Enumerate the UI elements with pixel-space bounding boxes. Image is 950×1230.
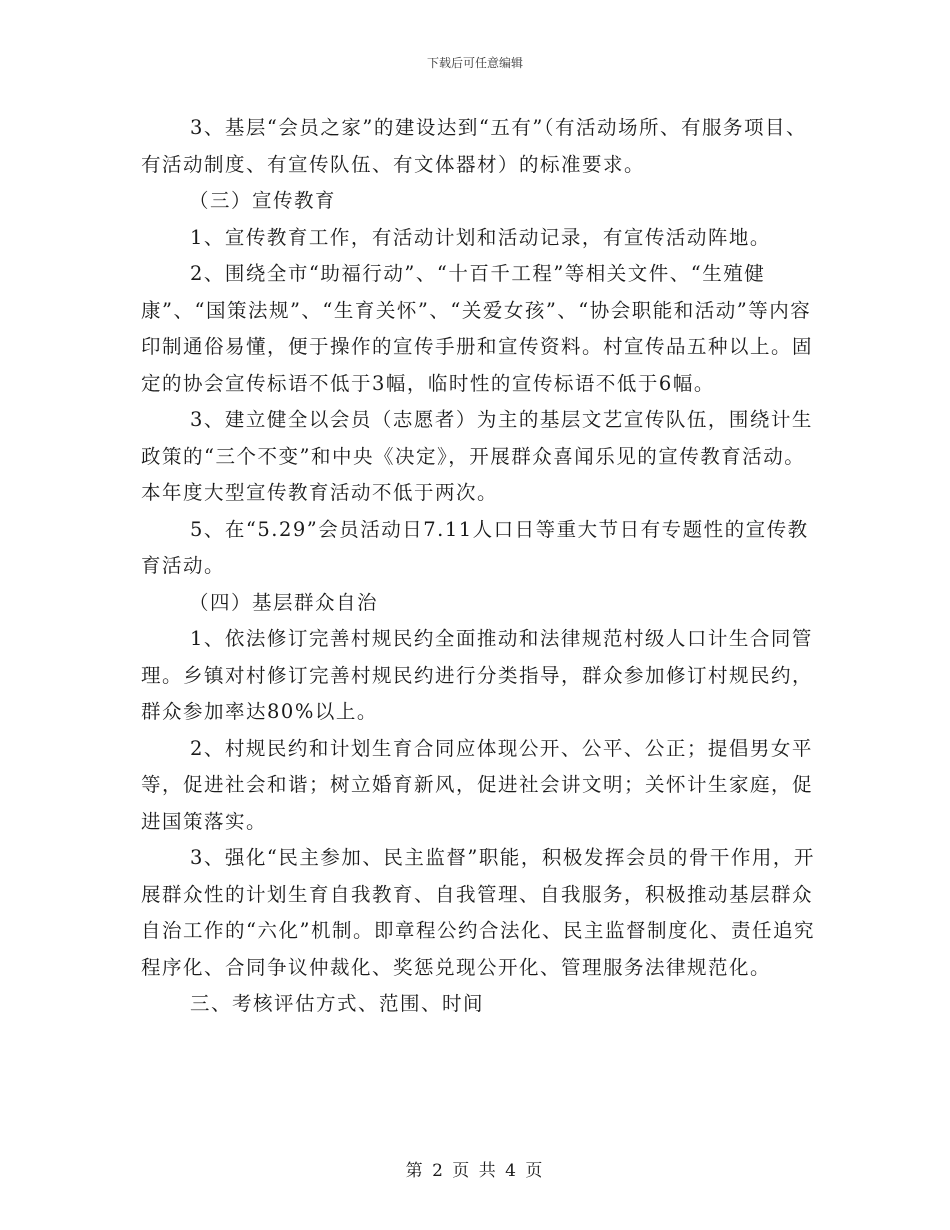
paragraph-village-rules: 1、依法修订完善村规民约全面推动和法律规范村级人口计生合同管理。乡镇对村修订完善村规民约进行分类指导，群众参加修订村规民约，群众参加率达80%以上。 (141, 627, 814, 723)
section-heading-publicity: （三）宣传教育 (189, 189, 337, 212)
paragraph-publicity-team: 3、建立健全以会员（志愿者）为主的基层文艺宣传队伍，围绕计生政策的“三个不变”和中央《决定》，开展群众喜闻乐见的宣传教育活动。本年度大型宣传教育活动不低于两次。 (141, 408, 813, 504)
section-heading-assessment: 三、考核评估方式、范围、时间 (190, 992, 485, 1015)
paragraph-member-home: 3、基层“会员之家”的建设达到“五有”（有活动场所、有服务项目、有活动制度、有宣传队伍、有文体器材）的标准要求。 (141, 116, 808, 176)
paragraph-contract-principles: 2、村规民约和计划生育合同应体现公开、公平、公正；提倡男女平等，促进社会和谐；树立婚育新风，促进社会讲文明；关怀计生家庭，促进国策落实。 (141, 736, 814, 833)
section-heading-self-governance: （四）基层群众自治 (189, 590, 379, 614)
page-number: 第 2 页 共 4 页 (405, 1161, 545, 1181)
page-header: 下载后可任意编辑 (426, 56, 523, 70)
paragraph-festival-activities: 5、在“5.29”会员活动日7.11人口日等重大节日有专题性的宣传教育活动。 (141, 517, 809, 577)
paragraph-publicity-work: 1、宣传教育工作，有活动计划和活动记录，有宣传活动阵地。 (190, 225, 771, 249)
paragraph-democratic-supervision: 3、强化“民主参加、民主监督”职能，积极发挥会员的骨干作用，开展群众性的计划生育自我教育、自我管理、自我服务，积极推动基层群众自治工作的“六化”机制。即章程公约合法化、民主监督制度化、责任追究程序化、合同争议仲裁化、奖惩兑现公开化、管理服务法律规范化。 (141, 846, 815, 979)
document-body (141, 110, 817, 1023)
paragraph-publicity-materials: 2、围绕全市“助福行动”、“十百千工程”等相关文件、“生殖健康”、“国策法规”、“生育关怀”、“关爱女孩”、“协会职能和活动”等内容印制通俗易懂，便于操作的宣传手册和宣传资料。村宣传品五种以上。固定的协会宣传标语不低于3幅，临时性的宣传标语不低于6幅。 (141, 262, 814, 395)
